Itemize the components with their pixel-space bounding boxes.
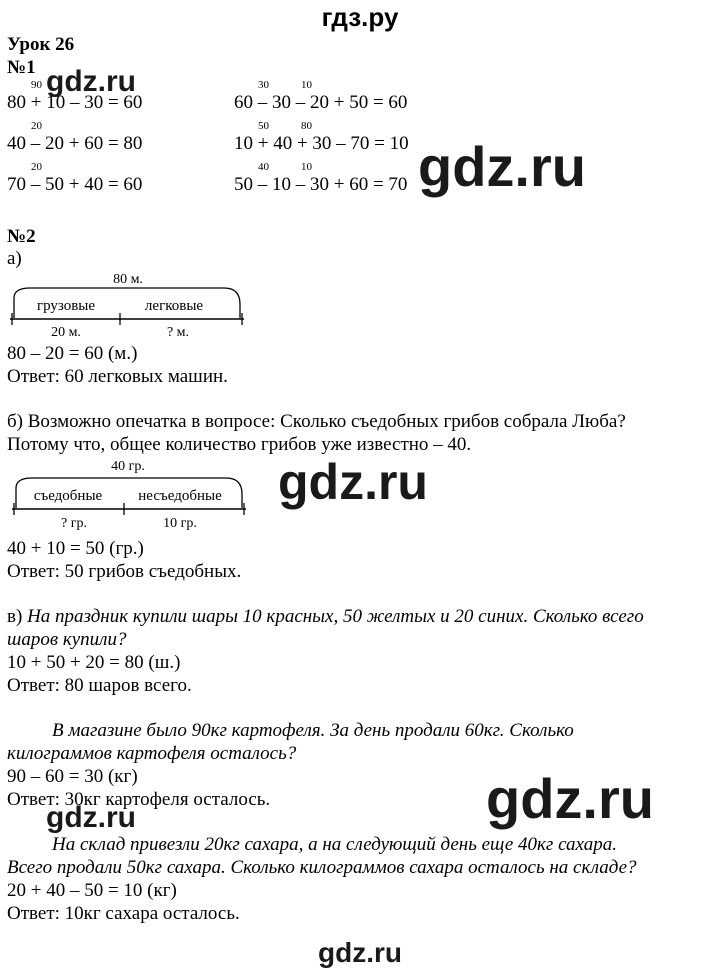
task2b-answer: Ответ: 50 грибов съедобных. — [7, 561, 242, 582]
diagram-b-right-value: 10 гр. — [163, 516, 197, 531]
task1-label: №1 — [7, 57, 36, 78]
trucks-cars-diagram — [0, 266, 250, 342]
diagram-a-left-value: 20 м. — [51, 325, 81, 340]
task1-row3-right-hint-1: 40 — [258, 161, 269, 173]
task2v-problem-1: На праздник купили шары 10 красных, 50 желтых и 20 синих. Сколько всего — [27, 606, 644, 627]
task2a-answer: Ответ: 60 легковых машин. — [7, 366, 228, 387]
potato-problem-2: килограммов картофеля осталось? — [7, 743, 297, 764]
potato-solution: 90 – 60 = 30 (кг) — [7, 766, 138, 787]
task2-label: №2 — [7, 226, 36, 247]
task1-row2-left-hint: 20 — [31, 120, 42, 132]
task1-row2-right-hint-1: 50 — [258, 120, 269, 132]
diagram-a-left-label: грузовые — [36, 298, 96, 314]
task2v-answer: Ответ: 80 шаров всего. — [7, 675, 192, 696]
potato-answer: Ответ: 30кг картофеля осталось. — [7, 789, 271, 810]
footer-site: gdz.ru — [318, 937, 402, 968]
watermark: gdz.ru — [418, 135, 586, 198]
diagram-a-total: 80 м. — [113, 272, 143, 287]
mushrooms-diagram — [0, 452, 252, 532]
sugar-solution: 20 + 40 – 50 = 10 (кг) — [7, 880, 177, 901]
task1-row2-right-expr: 10 + 40 + 30 – 70 = 10 — [234, 133, 409, 154]
diagram-a-right-value: ? м. — [166, 325, 190, 340]
task2v-line-1 — [7, 606, 644, 628]
task1-row1-left-expr: 80 + 10 – 30 = 60 — [7, 92, 143, 113]
task1-row1-right-hint-1: 30 — [258, 79, 269, 91]
potato-problem-1: В магазине было 90кг картофеля. За день продали 60кг. Сколько — [52, 720, 574, 741]
task1-row2-left-expr: 40 – 20 + 60 = 80 — [7, 133, 143, 154]
task1-row3-right-hint-2: 10 — [301, 161, 312, 173]
task2v-prefix: в) — [7, 606, 23, 627]
watermark: gdz.ru — [486, 767, 654, 830]
task2a-label: а) — [7, 248, 22, 269]
sugar-problem-1: На склад привезли 20кг сахара, а на следующий день еще 40кг сахара. — [52, 834, 617, 855]
lesson-title: Урок 26 — [7, 34, 75, 55]
task1-row1-left-hint: 90 — [31, 79, 42, 91]
task1-row3-left-hint: 20 — [31, 161, 42, 173]
task2a-solution: 80 – 20 = 60 (м.) — [7, 343, 138, 364]
diagram-b-total: 40 гр. — [111, 459, 145, 474]
task1-row2-right-hint-2: 80 — [301, 120, 312, 132]
sugar-problem-2: Всего продали 50кг сахара. Сколько килограммов сахара осталось на складе? — [7, 857, 637, 878]
watermark: gdz.ru — [278, 454, 428, 510]
diagram-b-left-label: съедобные — [33, 488, 103, 504]
task1-row1-right-expr: 60 – 30 – 20 + 50 = 60 — [234, 92, 408, 113]
sugar-answer: Ответ: 10кг сахара осталось. — [7, 903, 240, 924]
task2b-solution: 40 + 10 = 50 (гр.) — [7, 538, 144, 559]
task2v-solution: 10 + 50 + 20 = 80 (ш.) — [7, 652, 181, 673]
watermark: gdz.ru — [46, 801, 136, 834]
site-title: гдз.ру — [321, 2, 399, 32]
task2b-intro-1: б) Возможно опечатка в вопросе: Сколько съедобных грибов собрала Люба? — [7, 411, 626, 432]
task2b-intro-2: Потому что, общее количество грибов уже известно – 40. — [7, 434, 472, 455]
watermark: gdz.ru — [46, 65, 136, 98]
task1-row3-right-expr: 50 – 10 – 30 + 60 = 70 — [234, 174, 408, 195]
task2v-problem-2: шаров купили? — [7, 629, 127, 650]
diagram-a-right-label: легковые — [144, 298, 204, 314]
task1-row3-left-expr: 70 – 50 + 40 = 60 — [7, 174, 143, 195]
diagram-b-left-value: ? гр. — [61, 516, 87, 531]
diagram-b-right-label: несъедобные — [138, 488, 222, 504]
task1-row1-right-hint-2: 10 — [301, 79, 312, 91]
